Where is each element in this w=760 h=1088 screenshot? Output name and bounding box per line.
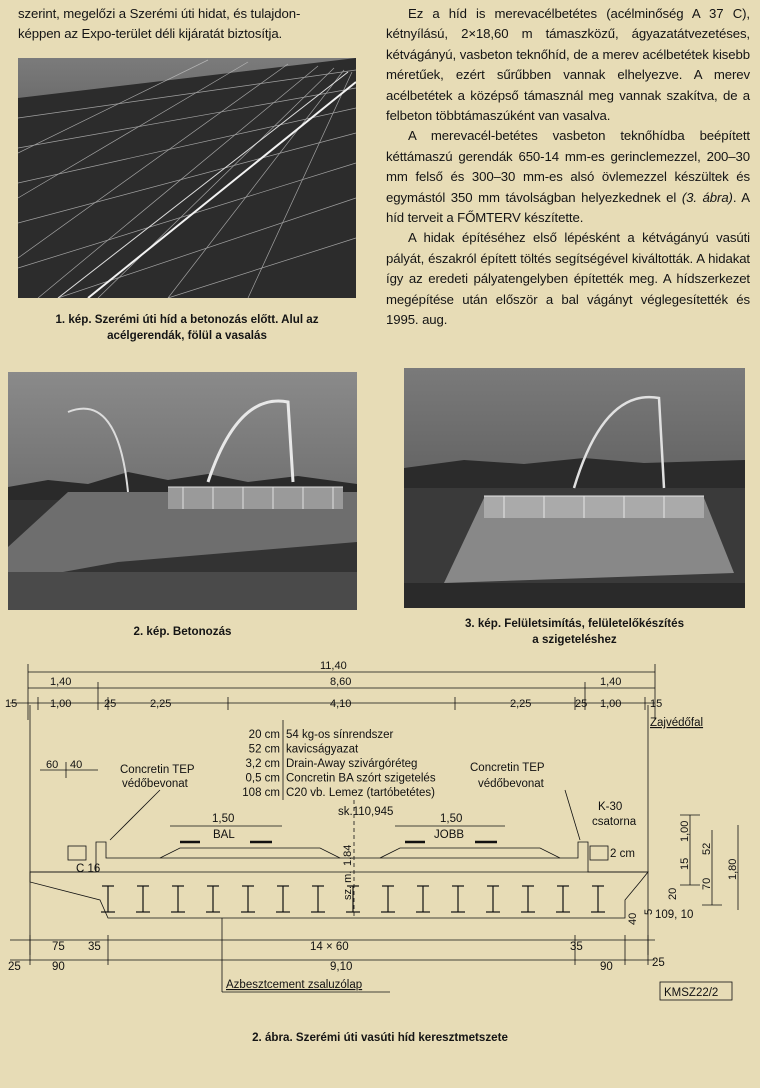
steel-beam bbox=[101, 886, 115, 912]
photo-3-surface-prep bbox=[404, 368, 745, 608]
layer-thickness: 20 cm bbox=[248, 729, 280, 741]
concretin-left-line-2: védőbevonat bbox=[122, 778, 188, 790]
photo-1-rebar bbox=[18, 58, 356, 298]
dim-100-left: 1,00 bbox=[50, 698, 72, 710]
right-paragraph-2-b: . A híd terveit a FŐMTERV készítette. bbox=[386, 189, 750, 226]
left-text-line-1: szerint, megelőzi a Szerémi úti hidat, és tulajdon- bbox=[18, 6, 301, 21]
steel-beam bbox=[311, 886, 325, 912]
dim-25-bottom-right: 25 bbox=[652, 957, 665, 969]
photo-3-caption-line-2: a szigeteléshez bbox=[532, 633, 617, 646]
dim-410: 4,10 bbox=[330, 698, 352, 710]
right-text-column bbox=[386, 4, 750, 331]
dim-910: 9,10 bbox=[330, 961, 353, 973]
dim-225-left: 2,25 bbox=[150, 698, 172, 710]
layer-thickness: 3,2 cm bbox=[245, 758, 280, 770]
dim-15-left: 15 bbox=[5, 698, 18, 710]
steel-beam bbox=[171, 886, 185, 912]
dim-35-right: 35 bbox=[570, 941, 583, 953]
photo-1-caption-line-1: 1. kép. Szerémi úti híd a betonozás előtt. Alul az bbox=[55, 313, 319, 326]
track-left-label: BAL bbox=[213, 829, 235, 841]
concretin-left-line-1: Concretin TEP bbox=[120, 764, 195, 776]
left-text-block bbox=[18, 4, 363, 45]
layer-description: 54 kg-os sínrendszer bbox=[286, 729, 394, 741]
layer-description: C20 vb. Lemez (tartóbetétes) bbox=[286, 787, 435, 799]
dim-35-left: 35 bbox=[88, 941, 101, 953]
gauge-right: 1,50 bbox=[440, 813, 463, 825]
dim-15-right: 15 bbox=[650, 698, 663, 710]
steel-beam bbox=[416, 886, 430, 912]
right-paragraph-2-a: A merevacél-betétes vasbeton teknőhídba beépített kéttámaszú gerendák 650-14 mm-es gerinclemezzel, 200–30 mm felső és 300–30 mm-es alsó övlemezzel készültek és egymástól 350 mm távolságban helyezkednek el bbox=[386, 128, 750, 205]
concretin-right-line-2: védőbevonat bbox=[478, 778, 544, 790]
right-paragraph-2 bbox=[386, 126, 750, 228]
steel-beam bbox=[556, 886, 570, 912]
k30-line-2: csatorna bbox=[592, 816, 637, 828]
photo-3-caption bbox=[404, 616, 745, 648]
steel-beam bbox=[451, 886, 465, 912]
dim-15-vertical: 15 bbox=[679, 857, 691, 870]
dim-40: 40 bbox=[70, 759, 83, 771]
steel-beam bbox=[241, 886, 255, 912]
layer-thickness: 0,5 cm bbox=[245, 772, 280, 785]
gauge-left: 1,50 bbox=[212, 813, 235, 825]
dim-100-right: 1,00 bbox=[600, 698, 622, 710]
zajvedofal-label: Zajvédőfal bbox=[650, 717, 704, 729]
dim-40-vertical: 40 bbox=[627, 912, 639, 925]
dim-225-right: 2,25 bbox=[510, 698, 532, 710]
steel-beam bbox=[206, 886, 220, 912]
steel-beam bbox=[591, 886, 605, 912]
dim-14x60: 14 × 60 bbox=[310, 941, 349, 953]
dim-100-vertical: 1,00 bbox=[679, 820, 691, 842]
concretin-right-line-1: Concretin TEP bbox=[470, 762, 545, 774]
dim-2cm: 2 cm bbox=[610, 848, 635, 860]
dim-140-right: 1,40 bbox=[600, 676, 622, 688]
right-paragraph-3: A hidak építéséhez első lépésként a kétvágányú vasúti pályát, északról épített töltés segítségével kiváltották. A hidakat így az eredeti pályatengelyben építették meg. A hídszerkezet megépítése után először a bal vágányt véglegesítették és 1995. aug. bbox=[386, 230, 750, 328]
steel-beam bbox=[521, 886, 535, 912]
drawing-code: KMSZ22/2 bbox=[664, 987, 719, 999]
dim-20: 20 bbox=[667, 887, 679, 900]
steel-beam bbox=[136, 886, 150, 912]
sz-m-label: sz. m. bbox=[342, 870, 354, 900]
figure-reference: (3. ábra) bbox=[681, 189, 733, 205]
right-paragraph-1: Ez a híd is merevacélbetétes (acélminőség A 37 C), kétnyílású, 2×18,60 m támaszközű, ágyazatátvezetéses, kétvágányú, vasbeton teknőhíd, de a merev acélbetétek kisebb méretűek, ezért sűrűbben vannak elhelyezve. A merev acélbetétek a középső támasznál meg vannak szakítva, de a felbeton többtámaszúként van vasalva. bbox=[386, 6, 750, 124]
level-label: 109, 10 bbox=[655, 909, 694, 921]
dim-184: 1,84 bbox=[342, 844, 354, 866]
steel-beam bbox=[381, 886, 395, 912]
dim-25-b: 25 bbox=[575, 698, 588, 710]
c16-label: C 16 bbox=[76, 863, 101, 875]
layer-description: Concretin BA szórt szigetelés bbox=[286, 772, 436, 785]
dim-25-a: 25 bbox=[104, 698, 117, 710]
photo-1-caption-line-2: acélgerendák, fölül a vasalás bbox=[107, 329, 267, 342]
dim-60: 60 bbox=[46, 759, 59, 771]
dim-5: 5 bbox=[643, 908, 655, 915]
cross-section-drawing bbox=[0, 655, 760, 1020]
k30-line-1: K-30 bbox=[598, 801, 623, 813]
layer-description: kavicságyazat bbox=[286, 743, 359, 756]
dim-52: 52 bbox=[701, 842, 713, 855]
figure-caption: 2. ábra. Szerémi úti vasúti híd keresztmetszete bbox=[252, 1031, 508, 1044]
left-text-line-2: képpen az Expo-terület déli kijáratát biztosítja. bbox=[18, 26, 283, 42]
dim-90-left: 90 bbox=[52, 961, 65, 973]
layer-thickness: 108 cm bbox=[242, 787, 280, 799]
steel-beam bbox=[276, 886, 290, 912]
photo-2-concreting bbox=[8, 372, 357, 610]
sk-label: sk.110,945 bbox=[338, 806, 394, 818]
track-right-label: JOBB bbox=[434, 829, 465, 841]
layer-thickness: 52 cm bbox=[248, 743, 280, 756]
dim-90-right: 90 bbox=[600, 961, 613, 973]
steel-beam bbox=[486, 886, 500, 912]
photo-3-caption-line-1: 3. kép. Felületsimítás, felületelőkészítés bbox=[464, 617, 685, 630]
dim-25-bottom-left: 25 bbox=[8, 961, 21, 973]
photo-2-caption: 2. kép. Betonozás bbox=[133, 625, 232, 638]
azbeszt-label: Azbesztcement zsaluzólap bbox=[226, 979, 363, 991]
dim-total: 11,40 bbox=[320, 660, 347, 672]
layer-description: Drain-Away szivárgóréteg bbox=[286, 758, 418, 770]
dim-180: 1,80 bbox=[727, 858, 739, 880]
dim-75: 75 bbox=[52, 941, 65, 953]
dim-140-left: 1,40 bbox=[50, 676, 72, 688]
photo-1-caption bbox=[18, 312, 356, 344]
dim-70: 70 bbox=[701, 877, 713, 890]
dim-860: 8,60 bbox=[330, 676, 352, 688]
